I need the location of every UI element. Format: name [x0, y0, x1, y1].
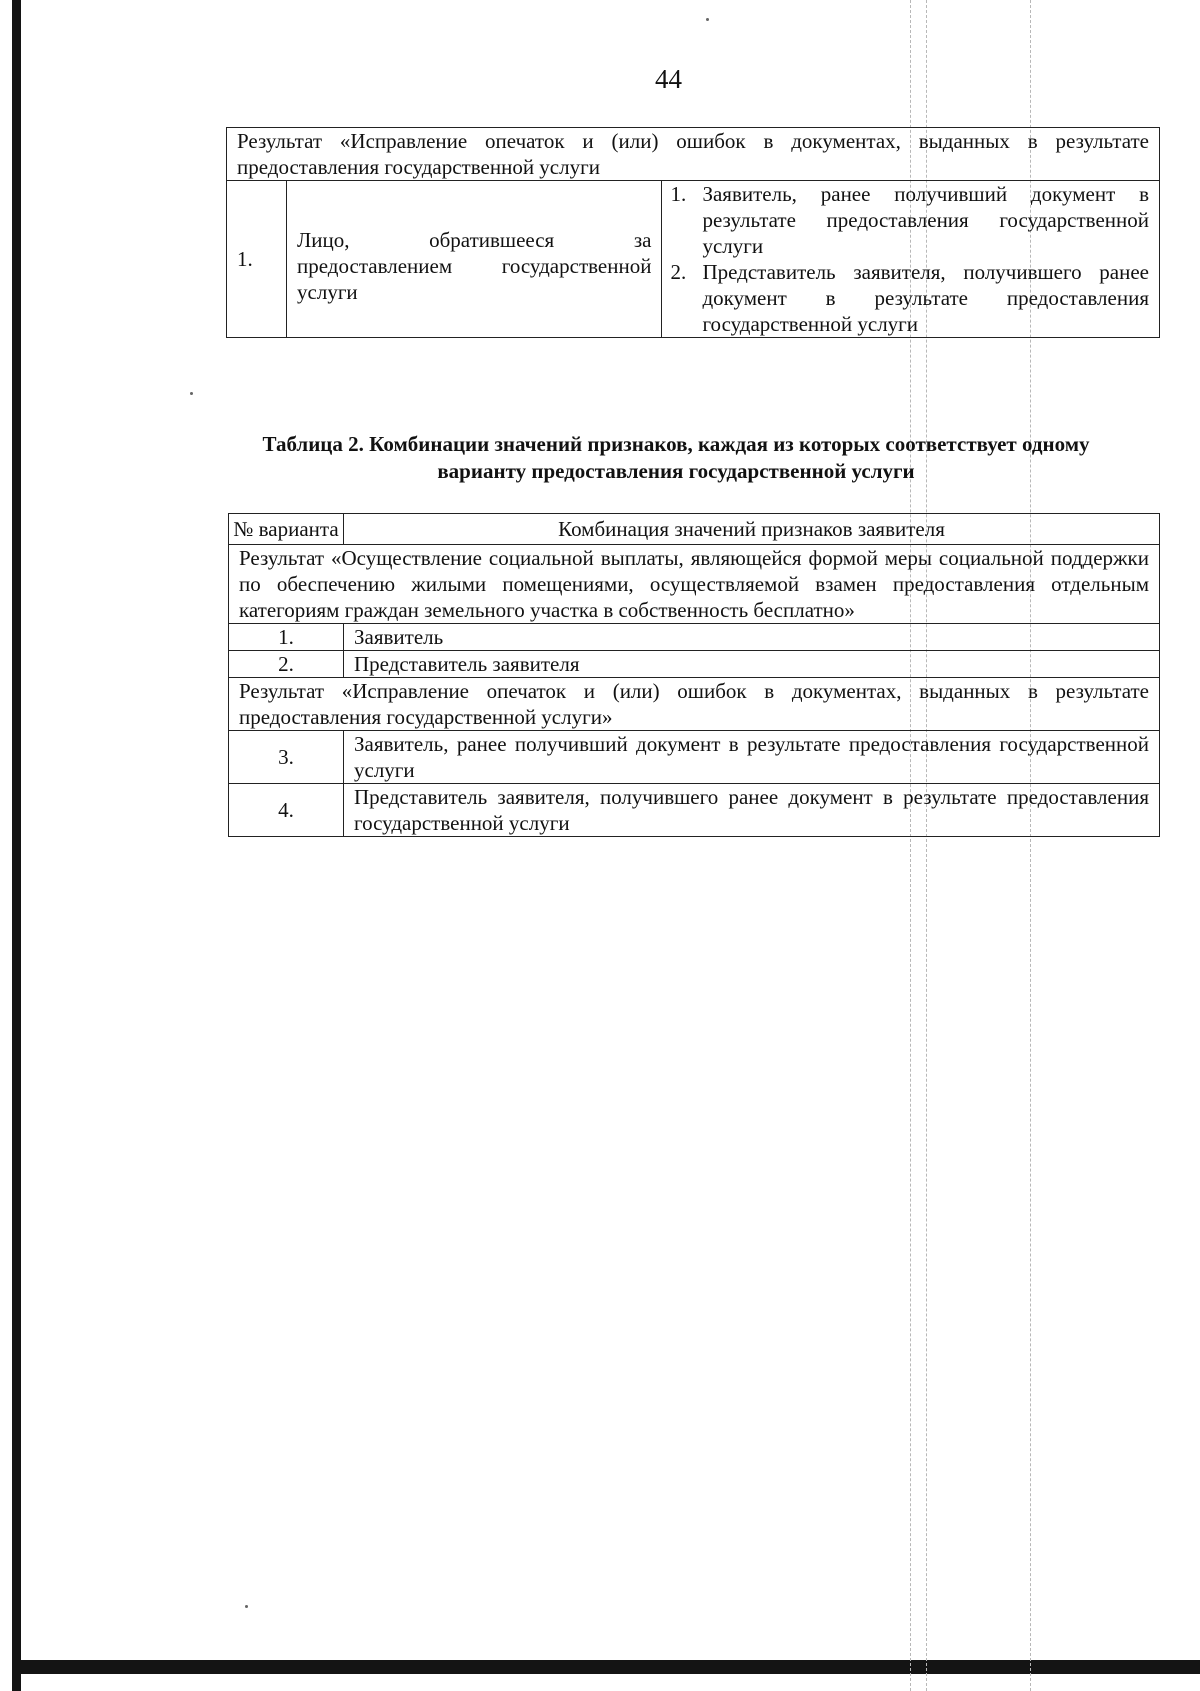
table-row	[229, 651, 1160, 678]
table-row	[229, 784, 1160, 837]
result-header-cell	[227, 128, 1160, 181]
condition-number: 1.	[670, 182, 687, 206]
condition-number: 2.	[670, 260, 687, 284]
page-number: 44	[655, 64, 682, 94]
table-row	[229, 545, 1160, 624]
row-description-cell	[287, 181, 662, 338]
table-row	[229, 624, 1160, 651]
table-2-caption	[186, 431, 1166, 485]
header-variant-cell	[229, 514, 344, 545]
combination-cell	[344, 624, 1160, 651]
table-row	[229, 678, 1160, 731]
section-result: Результат «Исправление опечаток и (или) ошибок в документах, выданных в результате предоставления государственной услуги»	[239, 679, 1149, 729]
row-description: Лицо, обратившееся за предоставлением государственной услуги	[297, 228, 652, 304]
scan-speck	[245, 1605, 248, 1608]
header-combination: Комбинация значений признаков заявителя	[558, 517, 945, 541]
combination-cell	[344, 731, 1160, 784]
table-row	[227, 181, 1160, 338]
combination-cell	[344, 651, 1160, 678]
header-combination-cell	[344, 514, 1160, 545]
scan-speck	[706, 18, 709, 21]
section-result: Результат «Осуществление социальной выплаты, являющейся формой меры социальной поддержки по обеспечению жилыми помещениями, осуществляемой взамен предоставления отдельным категориям граждан земельного участка в собственность бесплатно»	[239, 546, 1149, 622]
table-row	[227, 128, 1160, 181]
table-row	[229, 731, 1160, 784]
combination-cell	[344, 784, 1160, 837]
caption-line: варианту предоставления государственной услуги	[437, 459, 915, 483]
variant-number-cell	[229, 624, 344, 651]
row-number: 1.	[237, 247, 253, 271]
variant-number-cell	[229, 784, 344, 837]
header-variant: № варианта	[233, 517, 339, 541]
variant-number: 2.	[278, 652, 294, 676]
variant-number: 1.	[278, 625, 294, 649]
row-number-cell	[227, 181, 287, 338]
variant-number: 4.	[278, 798, 294, 822]
table-1-continuation	[226, 127, 1160, 338]
combination: Представитель заявителя, получившего ранее документ в результате предоставления государственной услуги	[354, 785, 1149, 835]
combination: Заявитель, ранее получивший документ в результате предоставления государственной услуги	[354, 732, 1149, 782]
condition-text: Заявитель, ранее получивший документ в результате предоставления государственной услуги	[702, 182, 1149, 258]
combination: Заявитель	[354, 625, 444, 649]
table-header-row	[229, 514, 1160, 545]
condition-text: Представитель заявителя, получившего ранее документ в результате предоставления государственной услуги	[702, 260, 1149, 336]
combination: Представитель заявителя	[354, 652, 580, 676]
variant-number-cell	[229, 731, 344, 784]
section-result-cell	[229, 545, 1160, 624]
caption-line: Таблица 2. Комбинации значений признаков, каждая из которых соответствует одному	[262, 432, 1090, 456]
table-2	[228, 513, 1160, 837]
scan-edge-left	[12, 0, 21, 1691]
list-item	[670, 259, 1149, 337]
variant-number-cell	[229, 651, 344, 678]
conditions-list	[670, 181, 1149, 337]
variant-number: 3.	[278, 745, 294, 769]
result-header-text: Результат «Исправление опечаток и (или) ошибок в документах, выданных в результате предоставления государственной услуги	[237, 129, 1149, 179]
list-item	[670, 181, 1149, 259]
scan-edge-bottom	[12, 1660, 1200, 1674]
scan-speck	[190, 392, 193, 395]
section-result-cell	[229, 678, 1160, 731]
row-conditions-cell	[662, 181, 1160, 338]
